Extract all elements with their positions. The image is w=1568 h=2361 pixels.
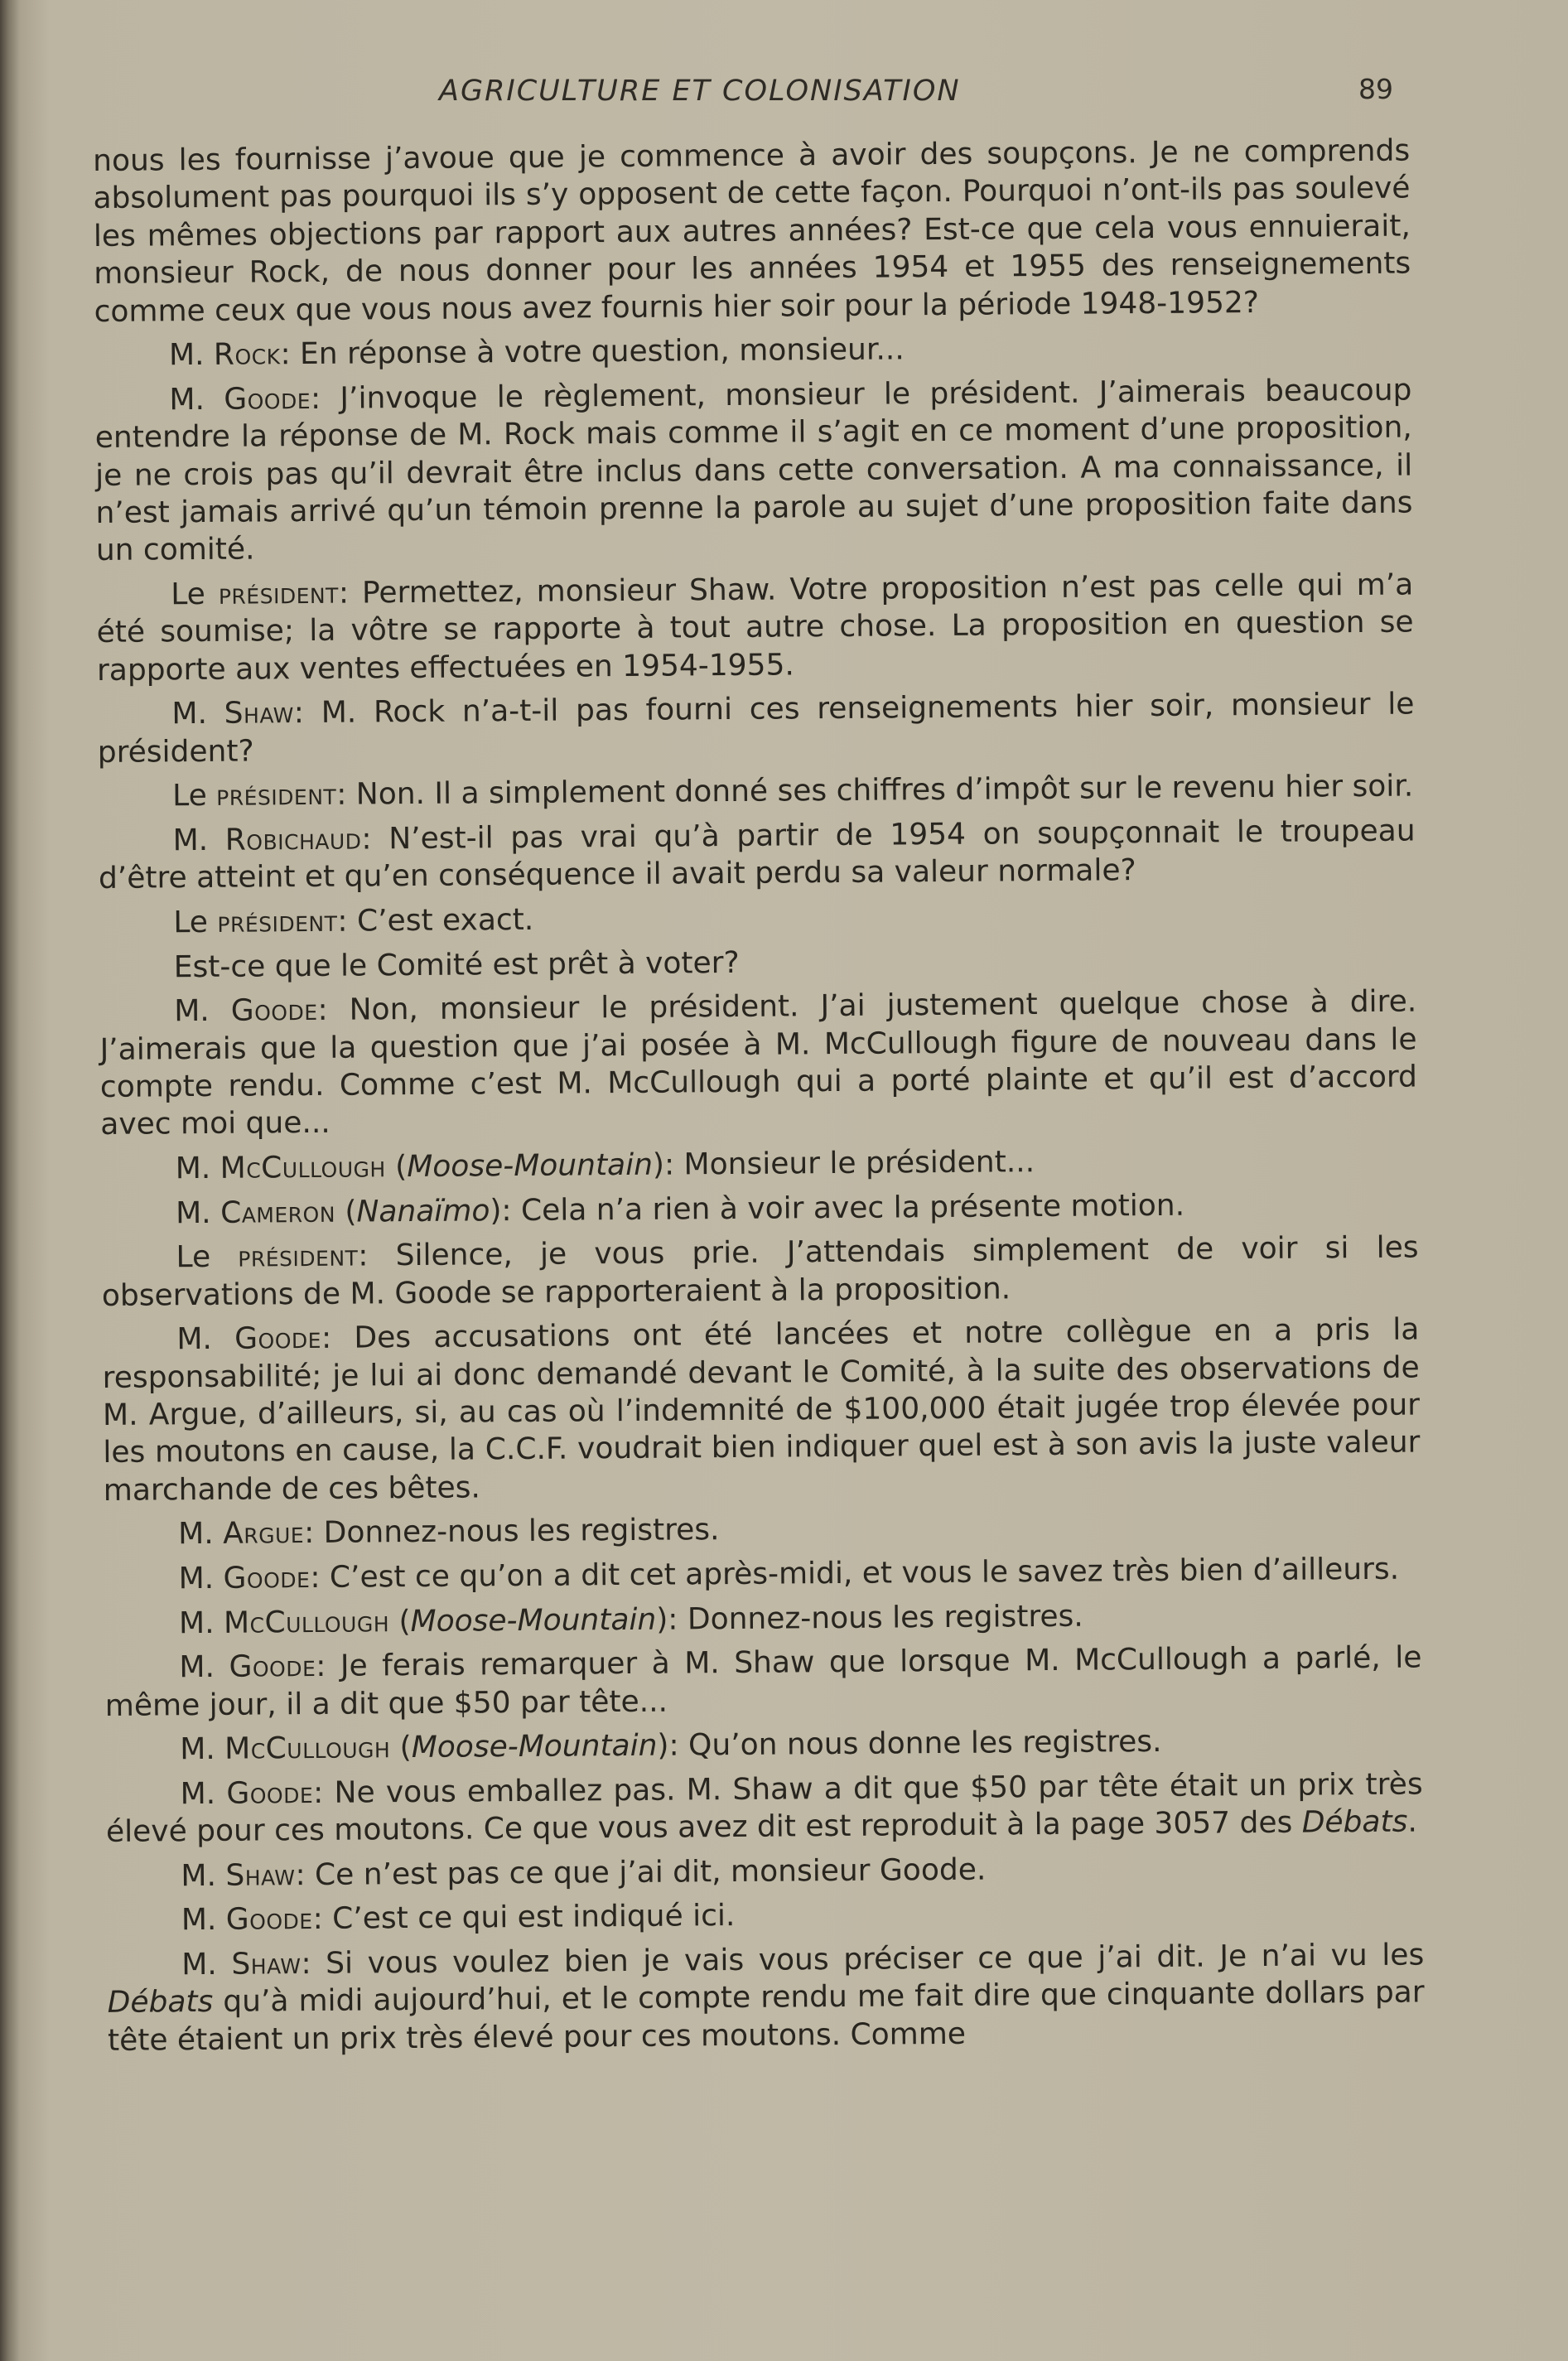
italic-text: Nanaïmo <box>356 1193 490 1229</box>
paragraph-text: M. <box>181 1947 232 1982</box>
paragraph-text: ): Monsieur le président... <box>652 1145 1035 1182</box>
paragraph-text: M. <box>178 1561 224 1596</box>
speaker-paragraph <box>94 371 1413 570</box>
paragraph-text: nous les fournisse j’avoue que je commence à avoir des soupçons. Je ne comprends absolument pas pourquoi ils s’y opposent de cette façon. Pourquoi n’ont-ils pas soulevé les mêmes objections par rapport aux autres années? Est-ce que cela vous ennuierait, monsieur Rock, de nous donner pour les années 1954 et 1955 des renseignements comme ceux que vous nous avez fournis hier soir pour la période 1948-1952? <box>93 133 1411 329</box>
paragraph-text: Le <box>171 577 220 612</box>
speaker-name: président <box>216 778 337 814</box>
page-header <box>0 68 1568 118</box>
italic-text: Débats <box>1301 1804 1408 1840</box>
speaker-paragraph <box>99 939 1416 987</box>
paragraph-text: M. <box>174 993 231 1029</box>
speaker-name: McCullough <box>220 1150 386 1185</box>
speaker-paragraph <box>106 1847 1423 1895</box>
paragraph-text: : Ce n’est pas ce que j’ai dit, monsieur Goode. <box>295 1852 987 1892</box>
italic-text: Moose-Mountain <box>410 1602 657 1639</box>
speaker-name: Goode <box>230 993 318 1028</box>
italic-text: Moose-Mountain <box>407 1147 654 1185</box>
italic-text: Moose-Mountain <box>411 1728 658 1765</box>
paragraph-text: M. <box>180 1732 225 1767</box>
paragraph-text: M. <box>178 1605 224 1640</box>
speaker-name: président <box>218 576 340 611</box>
speaker-name: président <box>238 1238 359 1274</box>
paragraph-text: M. <box>175 1195 221 1230</box>
speaker-paragraph <box>98 768 1415 816</box>
page-number: 89 <box>1358 73 1393 105</box>
speaker-paragraph <box>104 1506 1421 1554</box>
paragraph-text: ( <box>390 1731 412 1765</box>
speaker-paragraph <box>101 1141 1418 1189</box>
paragraph-text: : En réponse à votre question, monsieur... <box>280 332 905 372</box>
speaker-name: président <box>217 904 338 939</box>
speaker-paragraph <box>97 686 1415 771</box>
paragraph-text: M. <box>180 1776 227 1812</box>
paragraph-text: ( <box>335 1195 357 1229</box>
speaker-paragraph <box>94 327 1411 375</box>
paragraph-text: M. <box>181 1903 226 1938</box>
paragraph-text: M. <box>175 1151 220 1186</box>
paragraph-text: : C’est ce qui est indiqué ici. <box>312 1899 736 1937</box>
paragraph-text: ): Donnez-nous les registres. <box>656 1599 1083 1637</box>
speaker-name: Cameron <box>220 1195 336 1230</box>
paragraph-text: Le <box>172 779 217 814</box>
speaker-paragraph <box>101 1185 1418 1233</box>
paragraph-text: . <box>1407 1804 1417 1839</box>
speaker-name: Robichaud <box>224 822 362 857</box>
speaker-name: Argue <box>222 1516 305 1552</box>
paragraph-text: M. <box>176 1321 235 1357</box>
speaker-name: Shaw <box>225 1857 296 1893</box>
speaker-paragraph <box>107 1936 1425 2059</box>
speaker-paragraph <box>98 813 1416 898</box>
paragraph-text: Le <box>173 905 218 940</box>
speaker-name: Goode <box>229 1649 316 1684</box>
paragraph-text: ( <box>388 1604 411 1639</box>
paragraph-text: : M. Rock n’a-t-il pas fourni ces renseignements hier soir, monsieur le président? <box>97 687 1415 770</box>
speaker-name: Shaw <box>231 1947 302 1982</box>
speaker-name: Shaw <box>224 696 294 731</box>
speaker-name: Goode <box>234 1321 322 1356</box>
paragraph-text: : Permettez, monsieur Shaw. Votre proposition n’est pas celle qui m’a été soumise; la vôtre se rapporte à tout autre chose. La proposition en question se rapporte aux ventes effectuées en 1954-1955. <box>96 567 1414 688</box>
paragraph-text: qu’à midi aujourd’hui, et le compte rendu me fait dire que cinquante dollars par tête étaient un prix très élevé pour ces moutons. Comme <box>107 1975 1425 2058</box>
continuation-paragraph <box>93 133 1411 331</box>
italic-text: Débats <box>107 1985 214 2021</box>
paragraph-text: Est-ce que le Comité est prêt à voter? <box>173 945 740 984</box>
paragraph-text: : J’invoque le règlement, monsieur le président. J’aimerais beaucoup entendre la réponse de M. Rock mais comme il s’agit en ce moment d’une proposition, je ne crois pas qu’il devrait être inclus dans cette conversation. A ma connaissance, il n’est jamais arrivé qu’un témoin prenne la parole au sujet d’une proposition faite dans un comité. <box>94 373 1413 568</box>
paragraph-text: M. <box>169 382 224 418</box>
speaker-name: McCullough <box>223 1604 390 1640</box>
paragraph-text: M. <box>168 338 215 373</box>
paragraph-text: : Non, monsieur le président. J’ai justement quelque chose à dire. J’aimerais que la question que j’ai posée à M. McCullough figure de nouveau dans le compte rendu. Comme c’est M. McCullough qui a porté plainte et qu’il est d’accord avec moi que... <box>99 984 1418 1142</box>
paragraph-text: Le <box>176 1239 239 1275</box>
running-title: AGRICULTURE ET COLONISATION <box>439 75 961 108</box>
speaker-name: Rock <box>213 337 281 373</box>
paragraph-text: ( <box>385 1150 408 1185</box>
paragraph-text: ): Cela n’a rien à voir avec la présente motion. <box>490 1188 1185 1228</box>
paragraph-text: : C’est ce qu’on a dit cet après-midi, et vous le savez très bien d’ailleurs. <box>310 1552 1400 1596</box>
paragraph-text: M. <box>178 1517 224 1552</box>
paragraph-text: : Des accusations ont été lancées et notre collègue en a pris la responsabilité; je lui ai donc demandé devant le Comité, à la suite des observations de M. Argue, d’ailleurs, si, au cas où l’indemnité de $100,000 était jugée trop élevée pour les moutons en cause, la C.C.F. voudrait bien indiquer quel est à son avis la juste valeur marchande de ces bêtes. <box>102 1312 1421 1508</box>
paragraph-text: M. <box>179 1649 229 1685</box>
paragraph-text: : Non. Il a simplement donné ses chiffres d’impôt sur le revenu hier soir. <box>336 769 1414 813</box>
body-text <box>93 133 1425 2067</box>
paragraph-text: : Ne vous emballez pas. M. Shaw a dit que $50 par tête était un prix très élevé pour ces moutons. Ce que vous avez dit est reproduit à la page 3057 des <box>105 1767 1423 1850</box>
speaker-paragraph <box>104 1550 1421 1598</box>
speaker-name: Goode <box>226 1775 314 1811</box>
paragraph-text: ): Qu’on nous donne les registres. <box>657 1725 1162 1763</box>
speaker-name: Goode <box>225 1902 313 1938</box>
paragraph-text: : N’est-il pas vrai qu’à partir de 1954 on soupçonnait le troupeau d’être atteint et qu’en conséquence il avait perdu sa valeur normale? <box>98 814 1416 896</box>
speaker-paragraph <box>99 983 1417 1144</box>
paragraph-text: M. <box>181 1858 226 1894</box>
paragraph-text: M. <box>172 823 225 858</box>
speaker-paragraph <box>107 1892 1424 1940</box>
paragraph-text: : Je ferais remarquer à M. Shaw que lorsque M. McCullough a parlé, le même jour, il a dit que $50 par tête... <box>104 1640 1422 1723</box>
speaker-paragraph <box>105 1765 1423 1851</box>
speaker-name: McCullough <box>224 1731 391 1767</box>
paragraph-text: : Si vous voulez bien je vais vous préciser ce que j’ai dit. Je n’ai vu les <box>301 1938 1425 1982</box>
speaker-paragraph <box>104 1639 1422 1725</box>
speaker-name: Goode <box>224 381 311 417</box>
speaker-paragraph <box>102 1311 1421 1510</box>
speaker-name: Goode <box>223 1561 311 1596</box>
speaker-paragraph <box>105 1721 1422 1770</box>
speaker-paragraph <box>96 567 1414 690</box>
paragraph-text: : C’est exact. <box>337 902 534 939</box>
paragraph-text: M. <box>171 697 224 731</box>
speaker-paragraph <box>101 1229 1419 1315</box>
speaker-paragraph <box>99 895 1416 943</box>
speaker-paragraph <box>104 1595 1421 1643</box>
paragraph-text: : Silence, je vous prie. J’attendais simplement de voir si les observations de M. Goode se rapporteraient à la proposition. <box>101 1230 1419 1313</box>
paragraph-text: : Donnez-nous les registres. <box>303 1513 720 1551</box>
